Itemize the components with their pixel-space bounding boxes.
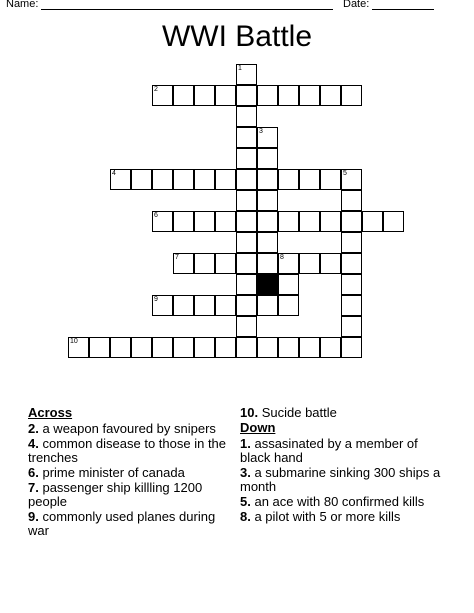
grid-cell[interactable] [173,169,194,190]
grid-cell[interactable] [68,337,89,358]
date-label: Date: [343,0,370,10]
grid-cell[interactable] [257,127,278,148]
grid-cell[interactable] [194,295,215,316]
cell-number: 5 [343,170,347,177]
grid-cell[interactable] [89,337,110,358]
grid-cell[interactable] [194,85,215,106]
cell-number: 1 [238,65,242,72]
clues-column-right [240,406,445,525]
puzzle-title: WWI Battle [161,20,312,53]
grid-cell[interactable] [341,190,362,211]
grid-cell[interactable] [299,253,320,274]
grid-cell[interactable] [236,211,257,232]
clue-down-1: 1. assasinated by a member of black hand [240,436,418,465]
grid-cell[interactable] [194,169,215,190]
grid-cell[interactable] [257,211,278,232]
grid-cell[interactable] [257,85,278,106]
grid-cell[interactable] [152,295,173,316]
down-heading: Down [240,420,276,435]
grid-cell[interactable] [257,295,278,316]
grid-cell[interactable] [257,148,278,169]
grid-cell[interactable] [236,337,257,358]
grid-cell[interactable] [341,337,362,358]
cell-number: 7 [175,254,179,261]
grid-cell[interactable] [362,211,383,232]
grid-cell[interactable] [215,169,236,190]
grid-cell[interactable] [236,169,257,190]
grid-cell[interactable] [173,337,194,358]
grid-cell[interactable] [215,211,236,232]
grid-cell[interactable] [299,337,320,358]
name-label: Name: [6,0,39,10]
grid-cell[interactable] [320,85,341,106]
grid-cell[interactable] [341,211,362,232]
clue-across-2: 2. a weapon favoured by snipers [28,421,216,436]
grid-cell[interactable] [320,337,341,358]
grid-cell[interactable] [215,253,236,274]
grid-cell[interactable] [278,211,299,232]
clue-down-5: 5. an ace with 80 confirmed kills [240,494,425,509]
grid-cell[interactable] [173,211,194,232]
grid-cell[interactable] [341,274,362,295]
grid-cell[interactable] [320,169,341,190]
grid-cell[interactable] [236,232,257,253]
grid-cell[interactable] [278,85,299,106]
grid-cell[interactable] [152,337,173,358]
grid-cell[interactable] [299,211,320,232]
cell-number: 10 [70,338,78,345]
cell-number: 3 [259,128,263,135]
grid-cell[interactable] [341,232,362,253]
grid-cell[interactable] [131,169,152,190]
grid-cell[interactable] [173,253,194,274]
clue-across-4: 4. common disease to those in the trenches [28,436,227,465]
blocked-cell [257,274,278,295]
grid-cell[interactable] [341,295,362,316]
grid-cell[interactable] [341,169,362,190]
grid-cell[interactable] [236,148,257,169]
grid-cell[interactable] [173,85,194,106]
grid-cell[interactable] [110,337,131,358]
grid-cell[interactable] [152,85,173,106]
grid-cell[interactable] [152,211,173,232]
cell-number: 2 [154,86,158,93]
grid-cell[interactable] [236,85,257,106]
grid-cell[interactable] [236,106,257,127]
grid-cell[interactable] [299,169,320,190]
grid-cell[interactable] [236,274,257,295]
grid-cell[interactable] [215,337,236,358]
grid-cell[interactable] [236,316,257,337]
grid-cell[interactable] [278,337,299,358]
grid-cell[interactable] [278,253,299,274]
grid-cell[interactable] [320,211,341,232]
grid-cell[interactable] [215,85,236,106]
grid-cell[interactable] [194,337,215,358]
grid-cell[interactable] [278,169,299,190]
cell-number: 8 [280,254,284,261]
grid-cell[interactable] [131,337,152,358]
grid-cell[interactable] [278,295,299,316]
clues-column-left [28,406,228,539]
grid-cell[interactable] [383,211,404,232]
grid-cell[interactable] [257,232,278,253]
clue-down-3: 3. a submarine sinking 300 ships a month [240,465,441,494]
grid-cell[interactable] [236,190,257,211]
grid-cell[interactable] [341,85,362,106]
clue-across-9: 9. commonly used planes during war [28,509,216,538]
grid-cell[interactable] [173,295,194,316]
grid-cell[interactable] [194,211,215,232]
across-heading: Across [28,405,73,420]
grid-cell[interactable] [257,253,278,274]
grid-cell[interactable] [236,253,257,274]
grid-cell[interactable] [236,64,257,85]
clue-across-10: 10. Sucide battle [240,405,337,420]
grid-cell[interactable] [194,253,215,274]
grid-cell[interactable] [257,337,278,358]
grid-cell[interactable] [110,169,131,190]
grid-cell[interactable] [299,85,320,106]
clue-down-8: 8. a pilot with 5 or more kills [240,509,401,524]
grid-cell[interactable] [236,127,257,148]
grid-cell[interactable] [257,169,278,190]
grid-cell[interactable] [152,169,173,190]
grid-cell[interactable] [236,295,257,316]
grid-cell[interactable] [257,190,278,211]
grid-cell[interactable] [320,253,341,274]
grid-cell[interactable] [215,295,236,316]
grid-cell[interactable] [341,253,362,274]
clue-across-7: 7. passenger ship killling 1200 people [28,480,203,509]
cell-number: 6 [154,212,158,219]
grid-cell[interactable] [341,316,362,337]
grid-cell[interactable] [278,274,299,295]
clue-across-6: 6. prime minister of canada [28,465,185,480]
cell-number: 9 [154,296,158,303]
cell-number: 4 [112,170,116,177]
